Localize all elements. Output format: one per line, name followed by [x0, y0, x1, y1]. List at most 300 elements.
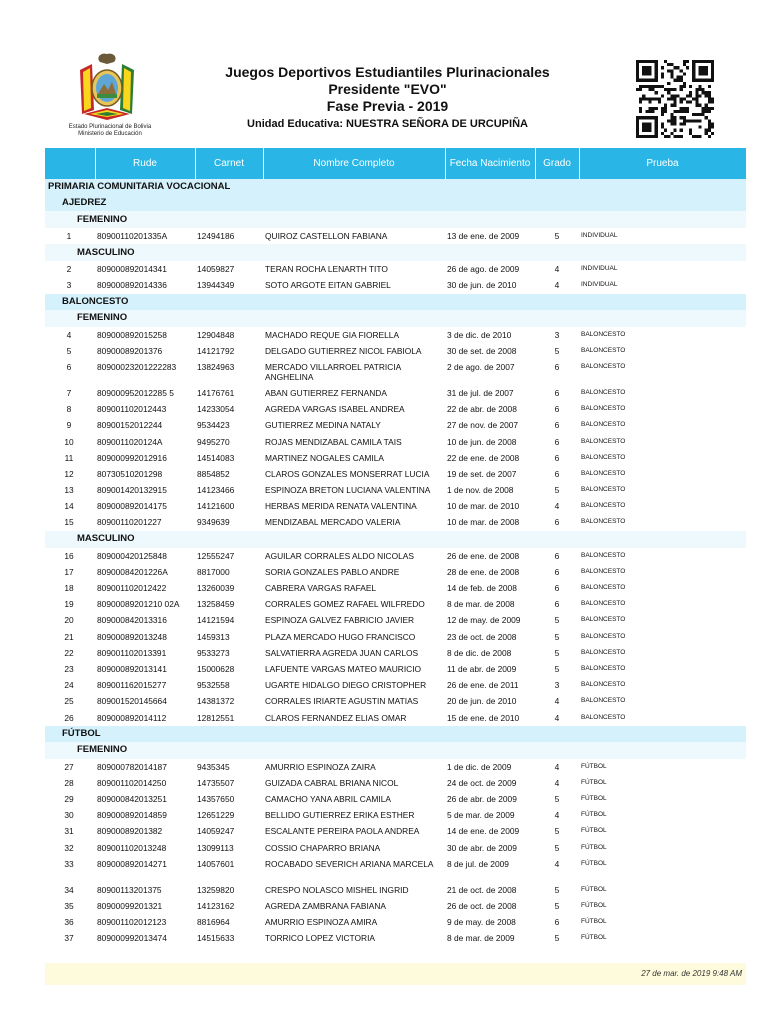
grade-cell: 5: [554, 884, 560, 895]
birthdate-cell: 30 de abr. de 2009: [447, 842, 517, 853]
table-row: [45, 327, 746, 343]
table-row: [45, 930, 746, 946]
table-body: [45, 179, 746, 947]
rude-cell: 80900110201227: [97, 517, 162, 528]
name-cell: ESPINOZA GALVEZ FABRICIO JAVIER: [265, 615, 415, 626]
grade-cell: 5: [554, 933, 560, 944]
grade-cell: 6: [554, 566, 560, 577]
rude-cell: 809001520145664: [97, 696, 167, 707]
rude-cell: 80900084201226A: [97, 566, 168, 577]
rude-cell: 80730510201298: [97, 468, 163, 479]
rude-cell: 809001102013391: [97, 647, 167, 658]
row-number: 4: [66, 329, 72, 340]
rude-cell: 809000892014341: [97, 264, 167, 275]
event-cell: BALONCESTO: [581, 551, 626, 559]
birthdate-cell: 20 de jun. de 2010: [447, 696, 517, 707]
carnet-cell: 14515633: [197, 933, 235, 944]
table-row: [45, 823, 746, 839]
row-number: 31: [64, 826, 74, 837]
grade-cell: 5: [554, 842, 560, 853]
name-cell: GUIZADA CABRAL BRIANA NICOL: [265, 777, 399, 788]
event-cell: BALONCESTO: [581, 616, 626, 624]
title-block: [200, 64, 575, 133]
issuer-line-2: Ministerio de Educación: [78, 131, 142, 137]
name-cell: CABRERA VARGAS RAFAEL: [265, 583, 377, 593]
carnet-cell: 13259820: [197, 884, 235, 895]
print-timestamp: 27 de mar. de 2019 9:48 AM: [641, 969, 742, 978]
table-row: [45, 450, 746, 466]
birthdate-cell: 10 de mar. de 2008: [447, 517, 520, 528]
name-cell: CLAROS FERNANDEZ ELIAS OMAR: [265, 712, 407, 723]
row-number: 13: [64, 485, 74, 496]
name-cell: ESPINOZA BRETON LUCIANA VALENTINA: [265, 485, 431, 496]
table-row: [45, 629, 746, 645]
grade-cell: 6: [554, 517, 560, 528]
grade-cell: 5: [554, 901, 560, 911]
gender-row: [45, 244, 746, 261]
carnet-cell: 14057601: [197, 858, 235, 869]
name-cell: PLAZA MERCADO HUGO FRANCISCO: [265, 631, 416, 642]
table-row: [45, 693, 746, 709]
event-cell: BALONCESTO: [581, 567, 626, 575]
event-cell: FÚTBOL: [581, 885, 607, 893]
row-number: 16: [64, 550, 74, 561]
level-row: [45, 179, 746, 195]
row-number: 22: [64, 647, 74, 658]
column-header: Grado: [535, 148, 579, 179]
name-cell: MENDIZABAL MERCADO VALERIA: [265, 517, 401, 528]
carnet-cell: 9495270: [197, 436, 230, 447]
grade-cell: 5: [554, 345, 560, 356]
birthdate-cell: 28 de ene. de 2008: [447, 566, 520, 577]
name-cell: COSSIO CHAPARRO BRIANA: [265, 842, 381, 853]
birthdate-cell: 19 de set. de 2007: [447, 468, 517, 479]
column-header: Nombre Completo: [263, 148, 445, 179]
grade-cell: 4: [554, 761, 560, 772]
rude-cell: 809001102012123: [97, 917, 167, 928]
gender-row: [45, 742, 746, 759]
row-number: 6: [66, 361, 72, 372]
event-cell: INDIVIDUAL: [581, 232, 618, 239]
participants-table: [45, 148, 747, 947]
row-number: 28: [64, 777, 74, 788]
event-cell: BALONCESTO: [581, 346, 626, 354]
carnet-cell: 14121792: [197, 345, 235, 356]
rude-cell: 80900099201321: [97, 901, 163, 911]
gender-label: FEMENINO: [45, 742, 746, 759]
name-cell: ESCALANTE PEREIRA PAOLA ANDREA: [265, 826, 420, 837]
rude-cell: 80900110201335A: [97, 231, 168, 241]
birthdate-cell: 3 de dic. de 2010: [447, 329, 512, 340]
grade-cell: 6: [554, 550, 560, 561]
row-number: 32: [64, 842, 74, 853]
row-number: 36: [64, 917, 74, 928]
rude-cell: 80900113201375: [97, 884, 162, 895]
row-number: 8: [66, 404, 72, 415]
rude-cell: 80900089201210 02A: [97, 599, 180, 610]
birthdate-cell: 8 de mar. de 2008: [447, 599, 515, 610]
event-cell: BALONCESTO: [581, 453, 626, 461]
grade-cell: 6: [554, 599, 560, 610]
row-number: 35: [64, 901, 74, 911]
event-cell: BALONCESTO: [581, 502, 626, 510]
carnet-cell: 12651229: [197, 810, 235, 821]
birthdate-cell: 12 de may. de 2009: [447, 615, 521, 626]
row-number: 3: [66, 280, 72, 291]
document-subtitle: Presidente "EVO": [328, 81, 447, 97]
carnet-cell: 8817000: [197, 566, 230, 577]
event-cell: FÚTBOL: [581, 827, 607, 835]
row-number: 29: [64, 794, 74, 805]
table-row: [45, 498, 746, 514]
grade-cell: 5: [554, 231, 560, 241]
grade-cell: 6: [554, 917, 560, 928]
table-row: [45, 661, 746, 677]
birthdate-cell: 26 de ene. de 2011: [447, 680, 519, 691]
birthdate-cell: 26 de ene. de 2008: [447, 550, 520, 561]
birthdate-cell: 2 de ago. de 2007: [447, 361, 515, 372]
event-cell: BALONCESTO: [581, 584, 626, 591]
grade-cell: 4: [554, 810, 560, 821]
name-cell: MARTINEZ NOGALES CAMILA: [265, 452, 384, 463]
birthdate-cell: 30 de set. de 2008: [447, 345, 517, 356]
table-row: [45, 548, 746, 564]
gender-label: FEMENINO: [45, 310, 746, 327]
sport-row: [45, 195, 746, 211]
carnet-cell: 9533273: [197, 647, 230, 658]
carnet-cell: 1459313: [197, 631, 230, 642]
birthdate-cell: 13 de ene. de 2009: [447, 231, 520, 241]
carnet-cell: 12812551: [197, 712, 235, 723]
grade-cell: 6: [554, 404, 560, 415]
name-cell: BELLIDO GUTIERREZ ERIKA ESTHER: [265, 810, 415, 821]
birthdate-cell: 9 de may. de 2008: [447, 917, 516, 928]
event-cell: FÚTBOL: [581, 778, 607, 786]
carnet-cell: 15000628: [197, 663, 235, 674]
carnet-cell: 12494186: [197, 231, 235, 241]
carnet-cell: 14735507: [197, 777, 235, 788]
grade-cell: 6: [554, 361, 560, 372]
sport-label: AJEDREZ: [45, 195, 746, 211]
gender-row: [45, 310, 746, 327]
rude-cell: 80900152012244: [97, 420, 163, 431]
carnet-cell: 8854852: [197, 468, 230, 479]
carnet-cell: 14381372: [197, 696, 235, 707]
event-cell: BALONCESTO: [581, 437, 626, 445]
rude-cell: 809000892013248: [97, 631, 167, 642]
table-row: [45, 856, 746, 882]
column-header: Carnet: [195, 148, 263, 179]
birthdate-cell: 8 de dic. de 2008: [447, 647, 512, 658]
event-cell: BALONCESTO: [581, 486, 626, 494]
table-row: [45, 343, 746, 359]
event-cell: FÚTBOL: [581, 762, 607, 770]
rude-cell: 809000892014175: [97, 501, 167, 512]
table-row: [45, 401, 746, 417]
gender-row: [45, 211, 746, 228]
carnet-cell: 13260039: [197, 583, 235, 593]
carnet-cell: 14059247: [197, 826, 235, 837]
event-cell: BALONCESTO: [581, 388, 626, 396]
grade-cell: 6: [554, 420, 560, 431]
table-row: [45, 596, 746, 612]
table-row: [45, 482, 746, 498]
birthdate-cell: 8 de mar. de 2009: [447, 933, 515, 944]
rude-cell: 8090011020124A: [97, 436, 163, 447]
grade-cell: 6: [554, 452, 560, 463]
table-row: [45, 417, 746, 433]
table-header-row: [45, 148, 746, 179]
column-header: Fecha Nacimiento: [445, 148, 535, 179]
event-cell: BALONCESTO: [581, 632, 626, 640]
document-phase: Fase Previa - 2019: [326, 98, 449, 114]
birthdate-cell: 14 de feb. de 2008: [447, 583, 517, 593]
row-number: 26: [64, 712, 74, 723]
carnet-cell: 14121600: [197, 501, 235, 512]
event-cell: BALONCESTO: [581, 713, 626, 721]
event-cell: BALONCESTO: [581, 697, 626, 705]
row-number: 5: [66, 345, 72, 356]
table-row: [45, 385, 746, 401]
row-number: 19: [64, 599, 74, 610]
event-cell: FÚTBOL: [581, 918, 607, 926]
birthdate-cell: 11 de abr. de 2009: [447, 663, 517, 674]
birthdate-cell: 26 de oct. de 2008: [447, 901, 517, 911]
rude-cell: 809000842013251: [97, 794, 167, 805]
grade-cell: 4: [554, 280, 560, 291]
birthdate-cell: 26 de abr. de 2009: [447, 794, 517, 805]
grade-cell: 4: [554, 858, 560, 869]
name-cell: UGARTE HIDALGO DIEGO CRISTOPHER: [265, 680, 427, 691]
birthdate-cell: 1 de dic. de 2009: [447, 761, 512, 772]
carnet-cell: 9349639: [197, 517, 230, 528]
rude-cell: 809000420125848: [97, 550, 167, 561]
carnet-cell: 8816964: [197, 917, 230, 928]
qr-code-icon: [636, 60, 714, 138]
name-cell: SALVATIERRA AGREDA JUAN CARLOS: [265, 647, 419, 658]
carnet-cell: 14121594: [197, 615, 235, 626]
event-cell: BALONCESTO: [581, 648, 626, 656]
table-row: [45, 434, 746, 450]
birthdate-cell: 22 de abr. de 2008: [447, 404, 517, 415]
rude-cell: 809001102012443: [97, 404, 167, 415]
table-row: [45, 807, 746, 823]
name-cell: AMURRIO ESPINOZA ZAIRA: [265, 761, 376, 772]
rude-cell: 809001102012422: [97, 583, 167, 593]
grade-cell: 5: [554, 794, 560, 805]
name-cell: CLAROS GONZALES MONSERRAT LUCIA: [265, 468, 430, 479]
row-number: 37: [64, 933, 74, 944]
carnet-cell: 14123466: [197, 485, 235, 496]
name-cell: CAMACHO YANA ABRIL CAMILA: [265, 794, 391, 805]
name-cell: SOTO ARGOTE EITAN GABRIEL: [265, 280, 391, 291]
row-number: 18: [64, 583, 74, 593]
event-cell: INDIVIDUAL: [581, 281, 618, 289]
table-row: [45, 228, 746, 244]
event-cell: BALONCESTO: [581, 330, 626, 338]
sport-row: [45, 294, 746, 310]
column-header: Rude: [95, 148, 195, 179]
document-title: Juegos Deportivos Estudiantiles Plurinacionales: [225, 64, 550, 80]
grade-cell: 6: [554, 436, 560, 447]
rude-cell: 809000892014112: [97, 712, 167, 723]
row-number: 20: [64, 615, 74, 626]
row-number: 33: [64, 858, 74, 869]
page-footer: [45, 963, 746, 985]
row-number: 12: [64, 468, 74, 479]
event-cell: FÚTBOL: [581, 843, 607, 851]
table-row: [45, 645, 746, 661]
table-row: [45, 791, 746, 807]
birthdate-cell: 10 de mar. de 2010: [447, 501, 520, 512]
name-cell: LAFUENTE VARGAS MATEO MAURICIO: [265, 663, 422, 674]
row-number: 21: [64, 631, 74, 642]
table-row: [45, 759, 746, 775]
grade-cell: 3: [554, 680, 560, 691]
carnet-cell: 12555247: [197, 550, 235, 561]
event-cell: FÚTBOL: [581, 811, 607, 819]
table-row: [45, 277, 746, 293]
row-number: 17: [64, 566, 74, 577]
grade-cell: 5: [554, 826, 560, 837]
grade-cell: 4: [554, 777, 560, 788]
birthdate-cell: 22 de ene. de 2008: [447, 452, 520, 463]
coat-of-arms-icon: [70, 50, 144, 122]
event-cell: BALONCESTO: [581, 518, 626, 526]
name-cell: SORIA GONZALES PABLO ANDRE: [265, 566, 400, 577]
table-row: [45, 775, 746, 791]
birthdate-cell: 15 de ene. de 2010: [447, 712, 520, 723]
grade-cell: 5: [554, 663, 560, 674]
table-row: [45, 514, 746, 530]
gender-label: MASCULINO: [45, 531, 746, 548]
issuer-block: [30, 124, 190, 138]
grade-cell: 6: [554, 468, 560, 479]
table-row: [45, 898, 746, 914]
name-cell: CORRALES IRIARTE AGUSTIN MATIAS: [265, 696, 419, 707]
birthdate-cell: 14 de ene. de 2009: [447, 826, 520, 837]
row-number: 9: [66, 420, 72, 431]
row-number: 27: [64, 761, 74, 772]
birthdate-cell: 24 de oct. de 2009: [447, 777, 517, 788]
birthdate-cell: 26 de ago. de 2009: [447, 264, 520, 275]
event-cell: BALONCESTO: [581, 681, 626, 689]
grade-cell: 6: [554, 387, 560, 398]
name-cell: CRESPO NOLASCO MISHEL INGRID: [265, 884, 409, 895]
name-cell: AGUILAR CORRALES ALDO NICOLAS: [265, 550, 414, 561]
rude-cell: 80900089201382: [97, 826, 163, 837]
row-number: 11: [64, 452, 74, 463]
carnet-cell: 14357650: [197, 794, 235, 805]
rude-cell: 809000892014336: [97, 280, 167, 291]
birthdate-cell: 10 de jun. de 2008: [447, 436, 517, 447]
carnet-cell: 9534423: [197, 420, 230, 431]
table-row: [45, 840, 746, 856]
sport-row: [45, 726, 746, 742]
rude-cell: 809000992013474: [97, 933, 167, 944]
grade-cell: 6: [554, 583, 560, 593]
rude-cell: 809000842013316: [97, 615, 167, 626]
table-row: [45, 466, 746, 482]
birthdate-cell: 8 de jul. de 2009: [447, 858, 509, 869]
name-cell: QUIROZ CASTELLON FABIANA: [265, 231, 388, 241]
event-cell: BALONCESTO: [581, 600, 626, 608]
gender-label: MASCULINO: [45, 244, 746, 261]
event-cell: FÚTBOL: [581, 934, 607, 942]
rude-cell: 809000892013141: [97, 663, 167, 674]
rude-cell: 80900089201376: [97, 345, 163, 356]
table-row: [45, 914, 746, 930]
rude-cell: 809001102013248: [97, 842, 167, 853]
event-cell: BALONCESTO: [581, 469, 626, 477]
carnet-cell: 12904848: [197, 329, 235, 340]
name-cell: AGREDA VARGAS ISABEL ANDREA: [265, 404, 405, 415]
sport-label: BALONCESTO: [45, 294, 746, 310]
row-number: 23: [64, 663, 74, 674]
grade-cell: 5: [554, 631, 560, 642]
rude-cell: 80900023201222283: [97, 361, 177, 372]
gender-row: [45, 531, 746, 548]
level-label: PRIMARIA COMUNITARIA VOCACIONAL: [45, 179, 746, 195]
grade-cell: 4: [554, 696, 560, 707]
birthdate-cell: 23 de oct. de 2008: [447, 631, 517, 642]
name-cell: TERAN ROCHA LENARTH TITO: [265, 264, 388, 275]
issuer-line-1: Estado Plurinacional de Bolivia: [68, 124, 152, 130]
carnet-cell: 14514083: [197, 452, 235, 463]
table-row: [45, 612, 746, 628]
name-cell: DELGADO GUTIERREZ NICOL FABIOLA: [265, 345, 422, 356]
carnet-cell: 14059827: [197, 264, 235, 275]
name-cell: ABAN GUTIERREZ FERNANDA: [265, 387, 387, 398]
grade-cell: 5: [554, 615, 560, 626]
rude-cell: 809000992012916: [97, 452, 167, 463]
birthdate-cell: 1 de nov. de 2008: [447, 485, 514, 496]
row-number: 7: [66, 387, 72, 398]
rude-cell: 809001102014250: [97, 777, 167, 788]
rude-cell: 809001162015277: [97, 680, 167, 691]
birthdate-cell: 31 de jul. de 2007: [447, 387, 514, 398]
birthdate-cell: 27 de nov. de 2007: [447, 420, 519, 431]
gender-label: FEMENINO: [45, 211, 746, 228]
name-cell: MACHADO REQUE GIA FIORELLA: [265, 329, 400, 340]
name-cell: AGREDA ZAMBRANA FABIANA: [265, 901, 387, 911]
rude-cell: 809000952012285 5: [97, 387, 174, 398]
carnet-cell: 9532558: [197, 680, 230, 691]
event-cell: BALONCESTO: [581, 362, 626, 370]
column-header: [45, 148, 95, 179]
event-cell: FÚTBOL: [581, 859, 607, 867]
event-cell: BALONCESTO: [581, 421, 626, 429]
name-cell: TORRICO LOPEZ VICTORIA: [265, 933, 375, 944]
carnet-cell: 14123162: [197, 901, 235, 911]
row-number: 14: [64, 501, 74, 512]
name-cell: GUTIERREZ MEDINA NATALY: [265, 420, 381, 431]
document-header: [0, 0, 768, 148]
name-cell: CORRALES GOMEZ RAFAEL WILFREDO: [265, 599, 425, 610]
row-number: 25: [64, 696, 74, 707]
grade-cell: 3: [554, 329, 560, 340]
rude-cell: 809000782014187: [97, 761, 167, 772]
rude-cell: 809000892014271: [97, 858, 167, 869]
carnet-cell: 9435345: [197, 761, 230, 772]
rude-cell: 809000892014859: [97, 810, 167, 821]
name-cell: HERBAS MERIDA RENATA VALENTINA: [265, 501, 417, 512]
carnet-cell: 14176761: [197, 387, 235, 398]
table-row: [45, 580, 746, 596]
table-row: [45, 359, 746, 385]
table-row: [45, 261, 746, 277]
event-cell: FÚTBOL: [581, 795, 607, 803]
